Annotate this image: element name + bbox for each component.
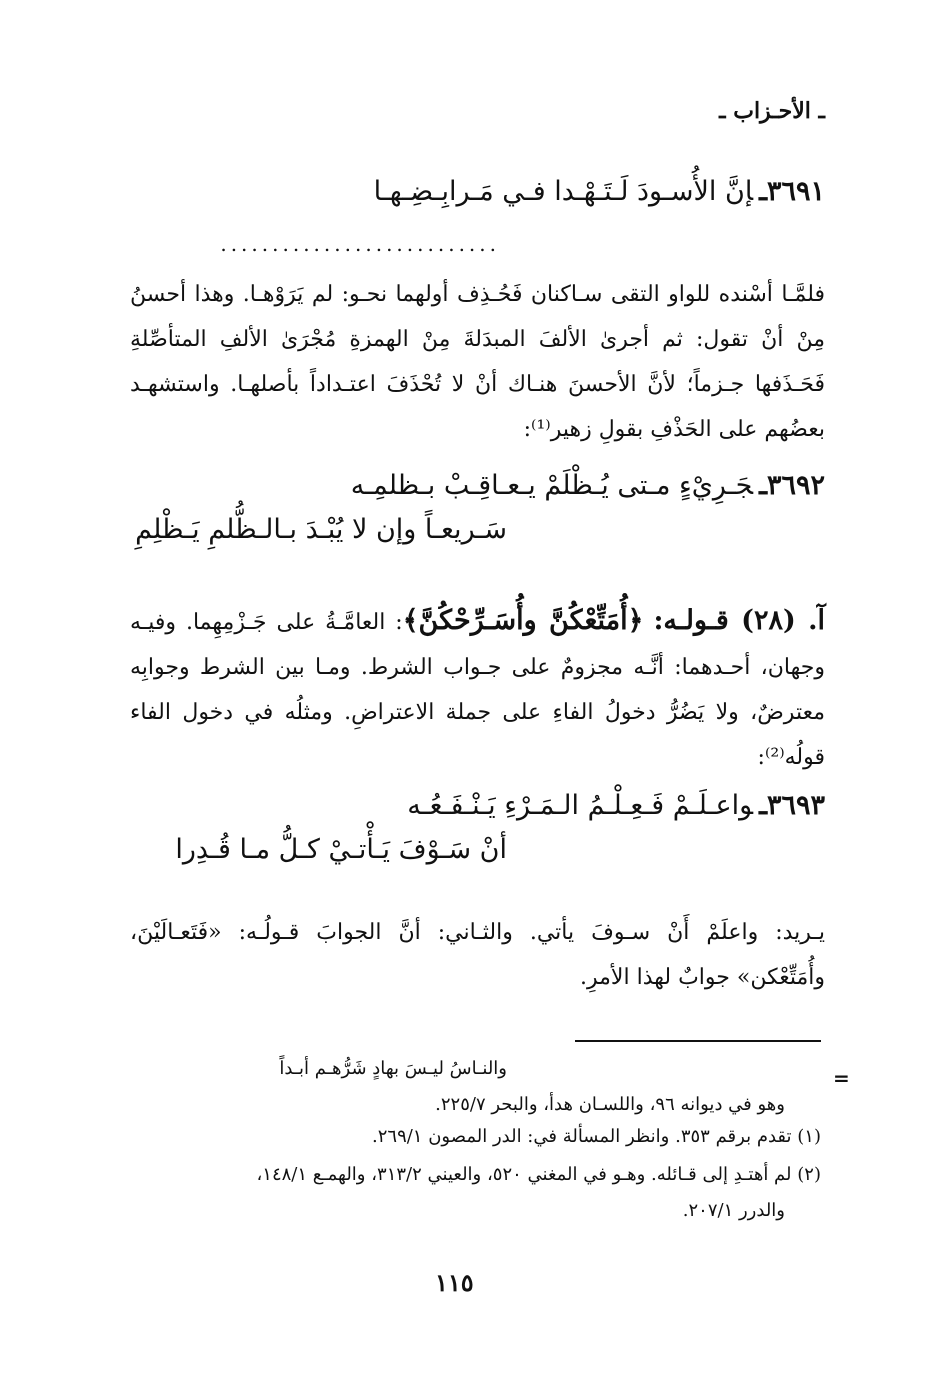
footnote-text: تقدم برقم ٣٥٣. وانظر المسألة في: الدر المصون ٢٦٩/١.	[372, 1126, 792, 1147]
paragraph-3: يـريد: واعلَمْ أَنْ سـوفَ يأتي. والثـاني: أنَّ الجوابَ قـولُـه: «فَتَعـالَيْنَ، وأُمَتِّعْكن» جوابٌ لهذا الأمرِ.	[130, 920, 825, 990]
footnote-2	[256, 1164, 821, 1185]
verse-hemistich-1: جَـرِيْءٍ مـتى يُـظْلَمْ يـعـاقِـبْ بـظلمِـه	[350, 470, 754, 501]
footnote-text: لم أهتـدِ إلى قـائله. وهـو في المغني ٥٢٠، والعيني ٣١٣/٢، والهمـع ١٤٨/١،	[256, 1164, 792, 1185]
verse-number: ٣٦٩٣ـ	[759, 790, 825, 821]
footnote-number: (١)	[797, 1126, 821, 1147]
footnote-continued-note: وهو في ديوانه ٩٦، واللسـان هدأ، والبحر ٢٢٥/٧.	[435, 1094, 785, 1115]
verse-number: ٣٦٩١ـ	[759, 176, 825, 207]
page-number: ١١٥	[435, 1268, 474, 1297]
footnote-rule	[575, 1040, 821, 1042]
paragraph-2	[130, 598, 825, 780]
quran-quote: ﴿أُمَتِّعْكُنَّ وأُسَـرِّحْكُنَّ﴾	[402, 605, 644, 636]
running-header: ـ الأحـزاب ـ	[719, 98, 825, 124]
ellipsis-dots: ...........................	[220, 232, 500, 256]
paragraph-1: فلمَّـا أسْنده للواو التقى سـاكنان فَحُـذِف أولهما نحـو: لم يَرَوْهـا. وهذا أحسنُ مِنْ أنْ تقول: ثم أجرىٰ الألفَ المبدَلةَ مِنْ الهمزةِ مُجْرَىٰ الألفِ المتأصِّلةِ فَحَـذَفها جـزماً؛ لأنَّ الأحسنَ هنـاك أنْ لا تُحْذَفَ اعتـداداً بأصلهـا. واستشهـد بعضُهم على الحَذْفِ بقولِ زهير⁽¹⁾:	[130, 282, 826, 442]
footnote-continued-verse: والنـاسُ ليـسَ بهادٍ شَرُّهـم أبـداً	[279, 1058, 507, 1079]
section-label: آ. (٢٨) قـولـه:	[653, 605, 825, 636]
verse-hemistich-1: واعـلَـمْ فَـعِـلْـمُ الـمَـرْءِ يَـنْـفَـعُـه	[407, 790, 754, 821]
verse-text: إنَّ الأُسـودَ لَـتَـهْـدا فـي مَـرابِـضِـهـا	[373, 176, 754, 207]
verse-3692-second: سَـريعـاً وإن لا يُبْـدَ بـالـظُّلمِ يَـظْلِمِ	[135, 514, 507, 545]
paragraph-2-text: : العامَّـةُ على جَـزْمِهِما. وفيـه وجهان، أحـدهما: أنَّـه مجزومٌ على جـواب الشرط. ومـا بين الشرط وجوابِه معترضٌ، ولا يَضُرُّ دخولُ الفاءِ على جملة الاعتراضِ. ومثلُه في دخول الفاء قولُه⁽²⁾:	[130, 610, 825, 770]
footnote-1	[372, 1126, 821, 1147]
footnote-2-continued: والدرر ٢٠٧/١.	[682, 1200, 785, 1221]
footnote-number: (٢)	[797, 1164, 821, 1185]
verse-3693-second: أنْ سَـوْفَ يَـأْتـيْ كـلُّ مـا قُـدِرا	[175, 834, 507, 865]
verse-3691	[374, 176, 825, 207]
verse-3693-first	[407, 790, 825, 821]
verse-3692-first	[351, 470, 825, 501]
continuation-mark: =	[833, 1066, 850, 1090]
verse-number: ٣٦٩٢ـ	[759, 470, 825, 501]
